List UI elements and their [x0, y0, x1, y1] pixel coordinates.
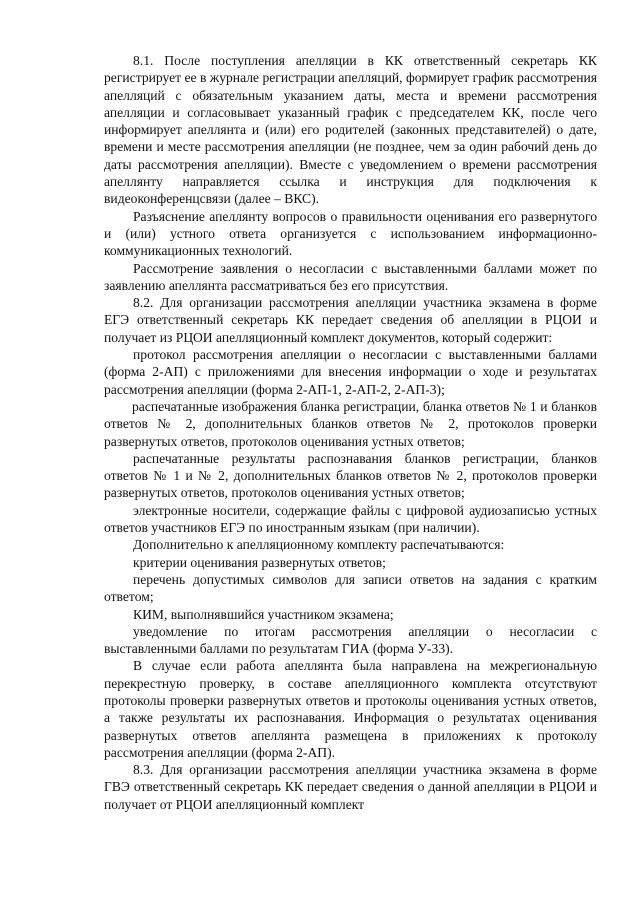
- list-item-symbols: перечень допустимых символов для записи ответов на задания с кратким ответом;: [104, 571, 597, 605]
- list-item-kim: КИМ, выполнявшийся участником экзамена;: [133, 606, 394, 622]
- paragraph-cross-check: В случае если работа апеллянта была направлена на межрегиональную перекрестную проверку, в составе апелляционного комплекта отсутствуют протоколы проверки развернутых ответов и протоколы оценивания устных ответов, а также результаты их распознавания. Информация о результатах оценивания развернутых ответов апеллянта размещена в приложениях к протоколу рассмотрения апелляции (форма 2-АП).: [104, 658, 597, 760]
- list-item-printed-images: распечатанные изображения бланка регистрации, бланка ответов № 1 и бланков ответов № 2, дополнительных бланков ответов № 2, протоколов проверки развернутых ответов, протоколов оценивания устных ответов;: [104, 398, 597, 449]
- list-item-protocol: протокол рассмотрения апелляции о несогласии с выставленными баллами (форма 2-АП) с приложениями для внесения информации о ходе и результатах рассмотрения апелляции (форма 2-АП-1, 2-АП-2, 2-АП-3);: [104, 347, 597, 397]
- paragraph-vks-clarification: Разъяснение апеллянту вопросов о правильности оценивания его развернутого и (или) устного ответа организуется с использованием информационно-коммуникационных технологий.: [104, 208, 597, 259]
- paragraph-8-3: 8.3. Для организации рассмотрения апелляции участника экзамена в форме ГВЭ ответственный секретарь КК передает сведения о данной апелляции в РЦОИ и получает от РЦОИ апелляционный комплект: [104, 762, 597, 812]
- paragraph-8-1: 8.1. После поступления апелляции в КК ответственный секретарь КК регистрирует ее в журнале регистрации апелляций, формирует график рассмотрения апелляций с обязательным указанием даты, места и времени рассмотрения апелляции и согласовывает указанный график с председателем КК, после чего информирует апеллянта и (или) его родителей (законных представителей) о дате, времени и месте рассмотрения апелляции (не позднее, чем за один рабочий день до даты рассмотрения апелляции). Вместе с уведомлением о времени рассмотрения апеллянту направляется ссылка и инструкция для подключения к видеоконференцсвязи (далее – ВКС).: [104, 53, 597, 207]
- list-item-recognition-results: распечатанные результаты распознавания бланков регистрации, бланков ответов № 1 и № 2, дополнительных бланков ответов № 2, протоколов проверки развернутых ответов, протоколов оценивания устных ответов;: [104, 450, 597, 501]
- list-item-criteria: критерии оценивания развернутых ответов;: [133, 554, 386, 570]
- paragraph-additional-printouts: Дополнительно к апелляционному комплекту распечатываются:: [133, 537, 505, 553]
- list-item-electronic-media: электронные носители, содержащие файлы с цифровой аудиозаписью устных ответов участников ЕГЭ по иностранным языкам (при наличии).: [104, 502, 597, 536]
- paragraph-8-2: 8.2. Для организации рассмотрения апелляции участника экзамена в форме ЕГЭ ответственный секретарь КК передает сведения об апелляции в РЦОИ и получает из РЦОИ апелляционный комплект документов, который содержит:: [104, 295, 597, 345]
- paragraph-absence-review: Рассмотрение заявления о несогласии с выставленными баллами может по заявлению апеллянта рассматриваться без его присутствия.: [104, 260, 597, 293]
- document-page: [104, 52, 597, 813]
- list-item-notification: уведомление по итогам рассмотрения апелляции о несогласии с выставленными баллами по результатам ГИА (форма У-33).: [104, 623, 597, 657]
